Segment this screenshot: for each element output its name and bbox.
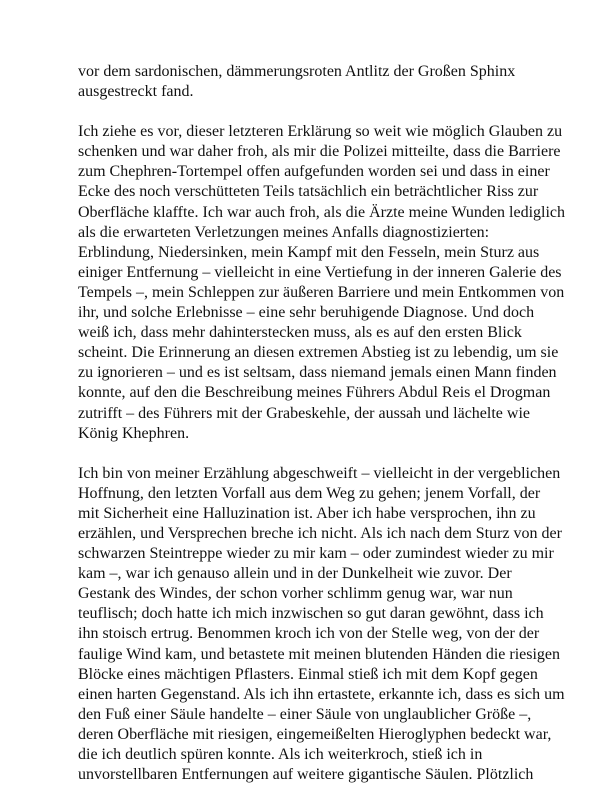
text-line: weiß ich, dass mehr dahinterstecken muss, als es auf den ersten Blick xyxy=(78,324,522,342)
text-line: Tempels –, mein Schleppen zur äußeren Barriere und mein Entkommen von xyxy=(78,283,565,301)
body-text xyxy=(78,62,565,805)
text-line: vor dem sardonischen, dämmerungsroten Antlitz der Großen Sphinx xyxy=(78,63,516,80)
text-line: zutrifft – des Führers mit der Grabeskehle, der aussah und lächelte wie xyxy=(78,404,530,422)
text-line: Blöcke eines mächtigen Pflasters. Einmal stieß ich mit dem Kopf gegen xyxy=(78,665,538,683)
text-line: Ich bin von meiner Erzählung abgeschweift – vielleicht in der vergeblichen xyxy=(78,464,561,482)
text-line: faulige Wind kam, und betastete mit meinen blutenden Händen die riesigen xyxy=(78,645,561,663)
text-line: teuflisch; doch hatte ich mich inzwischen so gut daran gewöhnt, dass ich xyxy=(78,605,544,623)
text-line: Ich ziehe es vor, dieser letzteren Erklärung so weit wie möglich Glauben zu xyxy=(78,123,563,141)
paragraph-1 xyxy=(78,62,538,102)
text-line: Erblindung, Niedersinken, mein Kampf mit den Fesseln, mein Sturz aus xyxy=(78,243,540,261)
text-line: schwarzen Steintreppe wieder zu mir kam – oder zumindest wieder zu mir xyxy=(78,545,554,563)
text-line: als die erwarteten Verletzungen meines Anfalls diagnostizierten: xyxy=(78,223,490,241)
paragraph-3 xyxy=(78,464,565,786)
text-line: ihr, und solche Erlebnisse – eine sehr beruhigende Diagnose. Und doch xyxy=(78,304,535,322)
text-line: den Fuß einer Säule handelte – einer Säule von unglaublicher Größe –, xyxy=(78,705,532,723)
text-line: ihn stoisch ertrug. Benommen kroch ich von der Stelle weg, von der der xyxy=(78,625,540,643)
text-line: Hoffnung, den letzten Vorfall aus dem Weg zu gehen; jenem Vorfall, der xyxy=(78,484,541,502)
text-line: zum Chephren-Tortempel offen aufgefunden worden sei und dass in einer xyxy=(78,163,550,181)
text-line: zu ignorieren – und es ist seltsam, dass niemand jemals einen Mann finden xyxy=(78,364,557,382)
text-line: König Khephren. xyxy=(78,424,190,442)
text-line: kam –, war ich genauso allein und in der Dunkelheit wie zuvor. Der xyxy=(78,565,512,583)
text-line: scheint. Die Erinnerung an diesen extremen Abstieg ist zu lebendig, um sie xyxy=(78,344,559,362)
text-line: die ich deutlich spüren konnte. Als ich weiterkroch, stieß ich in xyxy=(78,746,483,763)
text-line: Oberfläche klaffte. Ich war auch froh, als die Ärzte meine Wunden lediglich xyxy=(78,203,565,221)
text-line: einen harten Gegenstand. Als ich ihn ertastete, erkannte ich, dass es sich um xyxy=(78,685,565,703)
text-line: konnte, auf den die Beschreibung meines Führers Abdul Reis el Drogman xyxy=(78,384,551,402)
text-line: einiger Entfernung – vielleicht in eine Vertiefung in der inneren Galerie des xyxy=(78,263,562,281)
text-line: mit Sicherheit eine Halluzination ist. Aber ich habe versprochen, ihn zu xyxy=(78,504,536,522)
text-line: deren Oberfläche mit riesigen, eingemeißelten Hieroglyphen bedeckt war, xyxy=(78,725,552,743)
text-line: erzählen, und Versprechen breche ich nicht. Als ich nach dem Sturz von der xyxy=(78,524,562,542)
text-line: Gestank des Windes, der schon vorher schlimm genug war, war nun xyxy=(78,585,513,603)
paragraph-2 xyxy=(78,122,565,444)
text-line: unvorstellbaren Entfernungen auf weitere gigantische Säulen. Plötzlich xyxy=(78,766,534,784)
text-line: schenken und war daher froh, als mir die Polizei mitteilte, dass die Barriere xyxy=(78,143,561,161)
text-line: ausgestreckt fand. xyxy=(78,83,194,101)
text-line: Ecke des noch verschütteten Teils tatsächlich ein beträchtlicher Riss zur xyxy=(78,183,539,201)
